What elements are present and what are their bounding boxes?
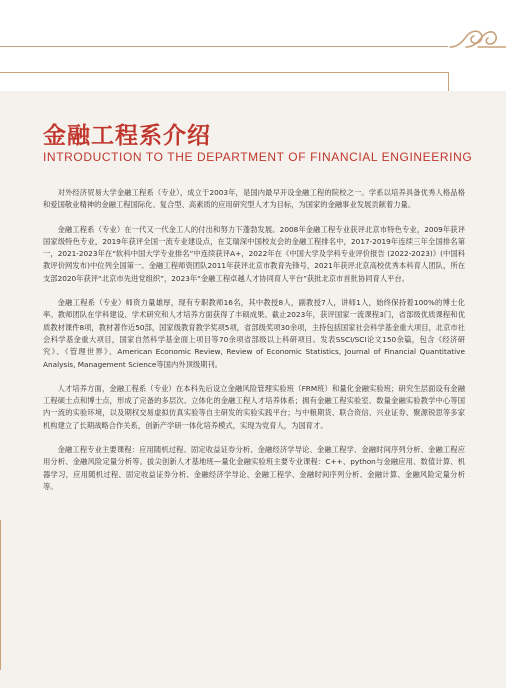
paragraph-training: 人才培养方面，金融工程系（专业）在本科先后设立金融风险管理实验班（FRM班）和量化金融实验班；研究生层面设有金融工程硕士点和博士点，形成了完备的多层次、立体化的金融工程人才培养体系；拥有金融工程实验室、数量金融实验教学中心等国内一流的实验环境，以及期权交易虚拟仿真实验等自主研发的实验实践平台；与中粮期货、联合资信、兴业证券、聚源锐思等多家机构建立了长期战略合作关系，创新产学研一体化培养模式，实现为党育人，为国育才。 <box>43 383 465 430</box>
left-rule <box>0 520 1 670</box>
paragraph-faculty: 金融工程系（专业）师资力量雄厚，现有专职教师16名，其中教授8人，副教授7人，讲师1人，始终保持着100%的博士化率。教师团队在学科建设、学术研究和人才培养方面获得了丰硕成果。截止2023年，获评国家一流课程3门，省部级优质课程和优质教材课件8项，教材著作近50部，国家级教育教学奖项5项，省部级奖项30余项，主持包括国家社会科学基金重大项目，北京市社会科学基金重大项目，国家自然科学基金面上项目等70余项省部级以上科研项目。发表SSCI/SCI论文150余篇，包含《经济研究》、《管理世界》、American Economic Review, Review of Economic Statistics, Journal of Financial Quantitative Analysis, Management Science等国内外顶级期刊。 <box>43 298 465 369</box>
paragraph-overview: 对外经济贸易大学金融工程系（专业），成立于2003年，是国内最早开设金融工程的院校之一。学系以培养具备优秀人格品格和爱国敬业精神的金融工程国际化、复合型、高素质的应用研究型人才为目标，为国家的金融事业发展贡献着力量。 <box>43 188 465 210</box>
gold-flourish-icon <box>448 24 506 58</box>
top-rule <box>0 46 448 47</box>
paragraph-courses: 金融工程专业主要课程：应用随机过程、固定收益证券分析、金融经济学导论、金融工程学、金融时间序列分析、金融工程应用分析、金融风险定量分析等。拔尖创新人才基地班—量化金融实验班主要专业课程：C++、python与金融应用、数值计算、机器学习，应用随机过程、固定收益证券分析、金融经济学导论、金融工程学、金融时间序列分析、金融计算、金融风险定量分析等。 <box>43 445 465 491</box>
page-subtitle: INTRODUCTION TO THE DEPARTMENT OF FINANCIAL ENGINEERING <box>43 150 473 164</box>
page-title: 金融工程系介绍 <box>43 123 211 149</box>
paragraph-history: 金融工程系（专业）在一代又一代金工人的付出和努力下蓬勃发展。2008年金融工程专业获评北京市特色专业，2009年获评国家级特色专业，2019年获评全国一流专业建设点，在艾瑞深中国校友会的金融工程排名中，2017-2019年连续三年全国排名第一，2021-2023年在“软科中国大学专业排名”中连续获评A+，2022年在《中国大学及学科专业评价报告 (2022-2023)》(中国科教评价网发布)中位列全国第一。金融工程师资团队2011年获评北京市教育先锋号，2021年获评北京高校优秀本科育人团队，所在支部2020年获评“北京市先进党组织”，2023年“金融工程卓越人才协同育人平台”获批北京市首批协同育人平台。 <box>43 224 465 283</box>
article-body <box>43 187 465 505</box>
